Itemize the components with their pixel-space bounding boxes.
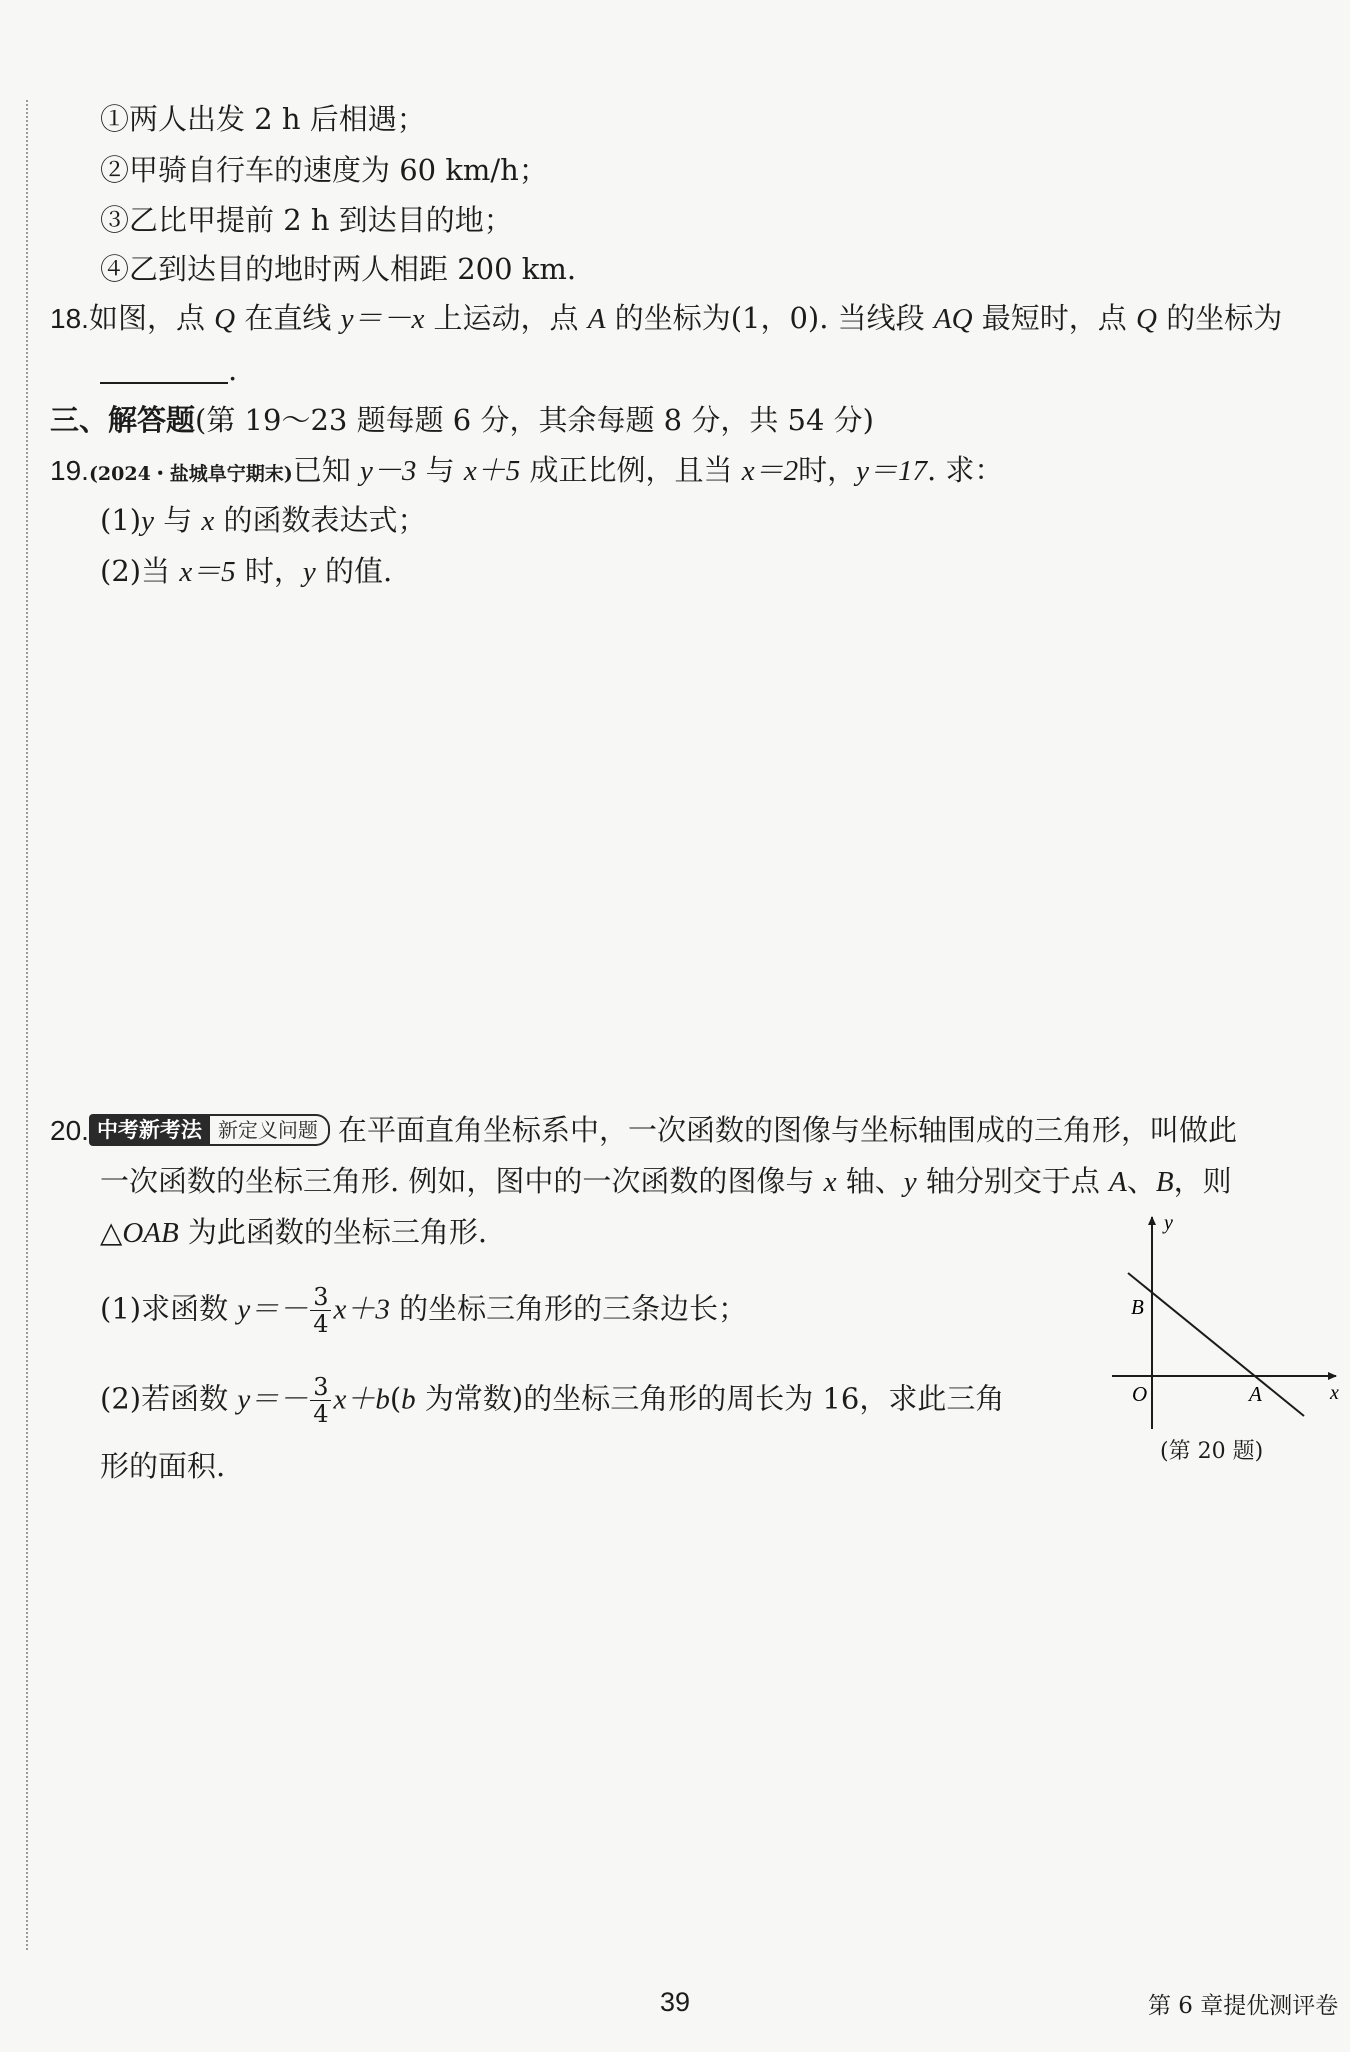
q19-part-2 bbox=[100, 551, 392, 592]
q20-line-3 bbox=[100, 1212, 487, 1253]
section-title: 三、解答题 bbox=[50, 403, 196, 437]
q20-text: 轴、 bbox=[845, 1164, 904, 1198]
expression: x＋5 bbox=[463, 455, 521, 487]
binding-margin-line bbox=[26, 100, 28, 1950]
expression: x＝5 bbox=[179, 556, 236, 588]
function-line bbox=[1128, 1273, 1304, 1416]
expression: x＋b bbox=[333, 1383, 390, 1416]
part-text: 时， bbox=[244, 554, 303, 588]
q20-text: 在平面直角坐标系中，一次函数的图像与坐标轴围成的三角形，叫做此 bbox=[337, 1113, 1237, 1147]
q18-text: 最短时，点 bbox=[981, 301, 1127, 335]
question-number: 18. bbox=[50, 303, 89, 334]
section-header bbox=[50, 400, 874, 440]
q18-text: 的坐标为(1，0). 当线段 bbox=[614, 301, 925, 335]
q18-text: 在直线 bbox=[244, 301, 332, 335]
expression: y＝17 bbox=[856, 455, 927, 487]
part-text: (2)若函数 bbox=[100, 1381, 229, 1416]
coordinate-figure bbox=[1108, 1205, 1348, 1465]
fraction-numerator: 3 bbox=[310, 1374, 331, 1401]
expression: x＝2 bbox=[741, 455, 799, 487]
q20-part-2-cont: 形的面积. bbox=[100, 1449, 226, 1483]
point-a: A bbox=[587, 303, 606, 335]
question-number: 19. bbox=[50, 455, 89, 486]
exam-tag: 中考新考法 bbox=[89, 1114, 210, 1146]
q19-text: 与 bbox=[425, 453, 455, 487]
point-q: Q bbox=[1136, 303, 1157, 335]
part-text: ( bbox=[389, 1381, 402, 1416]
variable: y bbox=[302, 556, 316, 588]
origin-label: O bbox=[1132, 1382, 1148, 1406]
question-source: (2024・盐城阜宁期末) bbox=[88, 463, 293, 485]
variable: x bbox=[823, 1166, 837, 1198]
part-label: (1) bbox=[100, 503, 142, 537]
point-a-label: A bbox=[1249, 1382, 1262, 1406]
part-text: (2)当 bbox=[100, 554, 171, 588]
triangle-name: OAB bbox=[122, 1217, 179, 1249]
part-text: 的函数表达式； bbox=[223, 503, 427, 537]
q20-text: 为此函数的坐标三角形. bbox=[187, 1215, 488, 1249]
fraction-numerator: 3 bbox=[310, 1284, 331, 1311]
topic-tag: 新定义问题 bbox=[210, 1114, 330, 1146]
fraction bbox=[310, 1374, 331, 1427]
part-text: 与 bbox=[163, 503, 193, 537]
expression: x＋3 bbox=[333, 1293, 390, 1326]
question-18 bbox=[50, 298, 1282, 339]
variable: b bbox=[401, 1383, 416, 1416]
point-a: A bbox=[1109, 1166, 1127, 1198]
q20-text: 一次函数的坐标三角形. 例如，图中的一次函数的图像与 bbox=[100, 1164, 815, 1198]
line-equation: y＝－x bbox=[340, 303, 425, 335]
point-b: B bbox=[1155, 1166, 1174, 1198]
q18-text: 上运动，点 bbox=[433, 301, 579, 335]
figure-caption: (第 20 题) bbox=[1160, 1439, 1264, 1464]
expression: y＝－ bbox=[237, 1293, 309, 1326]
point-b-label: B bbox=[1131, 1295, 1144, 1319]
expression: y－3 bbox=[360, 455, 417, 487]
statement-2: ②甲骑自行车的速度为 60 km/h； bbox=[100, 153, 548, 187]
answer-blank[interactable] bbox=[100, 352, 228, 384]
page-number: 39 bbox=[660, 1987, 691, 2017]
segment-aq: AQ bbox=[933, 303, 973, 335]
statement-1: ①两人出发 2 h 后相遇； bbox=[100, 102, 426, 136]
q19-text: 成正比例，且当 bbox=[529, 453, 733, 487]
part-text: 的值. bbox=[325, 554, 393, 588]
q20-text: 轴分别交于点 bbox=[925, 1164, 1100, 1198]
question-number: 20. bbox=[50, 1115, 89, 1146]
part-text: 为常数)的坐标三角形的周长为 16，求此三角 bbox=[424, 1381, 1005, 1416]
q19-text: 已知 bbox=[292, 453, 351, 487]
section-note: (第 19～23 题每题 6 分，其余每题 8 分，共 54 分) bbox=[195, 403, 874, 437]
footer-title: 第 6 章提优测评卷 bbox=[1148, 1993, 1339, 2019]
q18-end: . bbox=[228, 353, 238, 387]
question-20 bbox=[50, 1110, 1237, 1151]
q20-text: ，则 bbox=[1173, 1164, 1232, 1198]
q19-text: 时， bbox=[798, 453, 857, 487]
variable: x bbox=[201, 505, 215, 537]
part-text: (1)求函数 bbox=[100, 1291, 229, 1326]
q18-text: 的坐标为 bbox=[1166, 301, 1283, 335]
fraction-denominator: 4 bbox=[313, 1400, 329, 1428]
expression: y＝－ bbox=[237, 1383, 309, 1416]
axis-label-x: x bbox=[1330, 1382, 1339, 1404]
q20-line-2 bbox=[100, 1161, 1232, 1202]
answer-blank-line bbox=[100, 350, 237, 390]
q18-text: 如图，点 bbox=[88, 301, 205, 335]
question-19 bbox=[50, 450, 1003, 494]
fraction bbox=[310, 1284, 331, 1337]
part-text: 的坐标三角形的三条边长； bbox=[399, 1291, 748, 1326]
variable: y bbox=[141, 505, 154, 537]
statement-4: ④乙到达目的地时两人相距 200 km. bbox=[100, 252, 577, 286]
q19-text: . 求： bbox=[926, 453, 1004, 487]
q20-part-1 bbox=[100, 1284, 747, 1337]
statement-3: ③乙比甲提前 2 h 到达目的地； bbox=[100, 203, 513, 237]
axis-label-y: y bbox=[1164, 1212, 1173, 1234]
triangle-symbol: △ bbox=[100, 1215, 123, 1249]
q20-text: 、 bbox=[1126, 1164, 1156, 1198]
variable: y bbox=[903, 1166, 917, 1198]
q20-part-2 bbox=[100, 1374, 1004, 1427]
fraction-denominator: 4 bbox=[313, 1310, 329, 1338]
q19-part-1 bbox=[100, 500, 427, 541]
point-q: Q bbox=[214, 303, 236, 335]
